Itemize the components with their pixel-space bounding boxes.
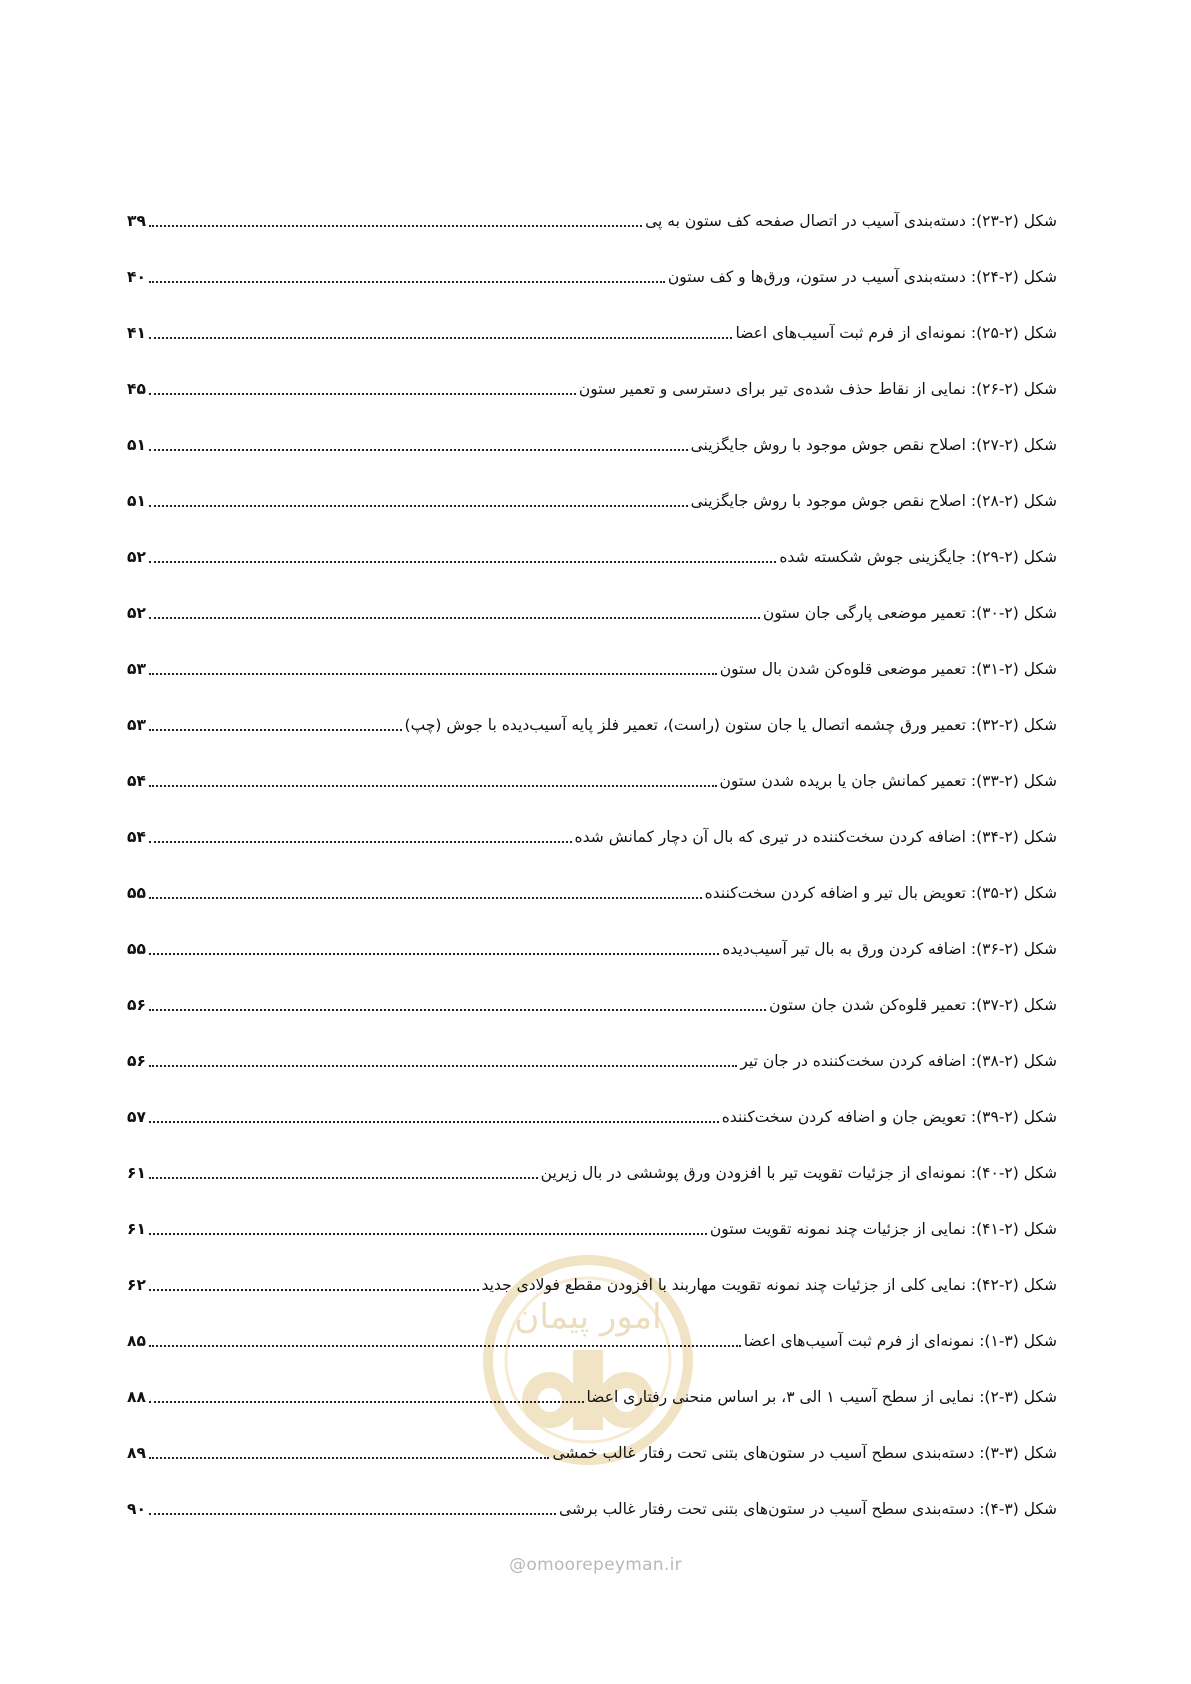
toc-entry[interactable] [127, 1217, 1057, 1273]
toc-entry-title: شکل (۲-۲۸): اصلاح نقص جوش موجود با روش جایگزینی [690, 492, 1057, 510]
toc-entry[interactable] [127, 1161, 1057, 1217]
toc-entry-page: ۵۳ [127, 716, 146, 734]
toc-entry-title: شکل (۲-۳۶): اضافه کردن ورق به بال تیر آسیب‌دیده [722, 940, 1057, 958]
toc-entry-page: ۴۵ [127, 380, 146, 398]
toc-leader-dots [149, 993, 766, 1011]
toc-entry-page: ۶۱ [127, 1164, 146, 1182]
toc-leader-dots [149, 545, 777, 563]
toc-entry-title: شکل (۲-۴۰): نمونه‌ای از جزئیات تقویت تیر با افزودن ورق پوششی در بال زیرین [540, 1164, 1057, 1182]
toc-entry[interactable] [127, 713, 1057, 769]
toc-entry-title: شکل (۲-۳۸): اضافه کردن سخت‌کننده در جان تیر [740, 1052, 1057, 1070]
toc-leader-dots [149, 321, 733, 339]
toc-entry-title: شکل (۳-۲): نمایی از سطح آسیب ۱ الی ۳، بر اساس منحنی رفتاری اعضا [586, 1388, 1057, 1406]
toc-entry[interactable] [127, 1105, 1057, 1161]
toc-entry-title: شکل (۲-۴۱): نمایی از جزئیات چند نمونه تقویت ستون [709, 1220, 1057, 1238]
toc-entry[interactable] [127, 601, 1057, 657]
toc-entry[interactable] [127, 881, 1057, 937]
toc-entry[interactable] [127, 825, 1057, 881]
toc-entry-page: ۴۱ [127, 324, 146, 342]
toc-entry-title: شکل (۳-۴): دسته‌بندی سطح آسیب در ستون‌های بتنی تحت رفتار غالب برشی [558, 1500, 1057, 1518]
toc-leader-dots [149, 1161, 538, 1179]
toc-leader-dots [149, 265, 665, 283]
toc-leader-dots [149, 881, 702, 899]
toc-leader-dots [149, 377, 576, 395]
figures-list [127, 209, 1057, 1553]
toc-entry-title: شکل (۲-۲۳): دسته‌بندی آسیب در اتصال صفحه کف ستون به پی [645, 212, 1057, 230]
toc-leader-dots [149, 1441, 550, 1459]
toc-entry-title: شکل (۲-۲۵): نمونه‌ای از فرم ثبت آسیب‌های اعضا [735, 324, 1057, 342]
toc-entry-page: ۵۱ [127, 492, 146, 510]
toc-leader-dots [149, 209, 642, 227]
toc-entry-title: شکل (۲-۲۶): نمایی از نقاط حذف شده‌ی تیر برای دسترسی و تعمیر ستون [578, 380, 1057, 398]
toc-entry-title: شکل (۲-۴۲): نمایی کلی از جزئیات چند نمونه تقویت مهاربند با افزودن مقطع فولادی جدید [481, 1276, 1057, 1294]
toc-entry-title: شکل (۲-۲۴): دسته‌بندی آسیب در ستون، ورق‌ها و کف ستون [667, 268, 1057, 286]
toc-entry[interactable] [127, 1273, 1057, 1329]
toc-leader-dots [149, 1105, 719, 1123]
toc-entry-page: ۸۹ [127, 1444, 146, 1462]
toc-entry[interactable] [127, 321, 1057, 377]
toc-entry-title: شکل (۲-۳۱): تعمیر موضعی قلوه‌کن شدن بال ستون [719, 660, 1057, 678]
toc-entry[interactable] [127, 993, 1057, 1049]
toc-leader-dots [149, 601, 760, 619]
toc-entry-page: ۵۶ [127, 996, 146, 1014]
toc-leader-dots [149, 1329, 741, 1347]
toc-entry[interactable] [127, 937, 1057, 993]
toc-entry-title: شکل (۲-۲۷): اصلاح نقص جوش موجود با روش جایگزینی [690, 436, 1057, 454]
toc-leader-dots [149, 1497, 556, 1515]
toc-entry[interactable] [127, 489, 1057, 545]
toc-leader-dots [149, 433, 688, 451]
toc-entry-title: شکل (۲-۳۲): تعمیر ورق چشمه اتصال یا جان ستون (راست)، تعمیر فلز پایه آسیب‌دیده با جوش (چپ) [404, 716, 1057, 734]
toc-entry[interactable] [127, 433, 1057, 489]
toc-entry[interactable] [127, 1497, 1057, 1553]
toc-entry-title: شکل (۳-۳): دسته‌بندی سطح آسیب در ستون‌های بتنی تحت رفتار غالب خمشی [552, 1444, 1057, 1462]
toc-entry[interactable] [127, 377, 1057, 433]
toc-entry-page: ۳۹ [127, 212, 146, 230]
toc-entry-page: ۵۴ [127, 828, 146, 846]
toc-entry-page: ۶۲ [127, 1276, 146, 1294]
toc-entry-page: ۴۰ [127, 268, 146, 286]
toc-entry-title: شکل (۲-۳۷): تعمیر قلوه‌کن شدن جان ستون [769, 996, 1057, 1014]
toc-entry[interactable] [127, 1385, 1057, 1441]
toc-entry-page: ۸۸ [127, 1388, 146, 1406]
toc-entry-page: ۹۰ [127, 1500, 146, 1518]
toc-entry-title: شکل (۳-۱): نمونه‌ای از فرم ثبت آسیب‌های اعضا [743, 1332, 1057, 1350]
toc-leader-dots [149, 769, 717, 787]
toc-entry-page: ۵۵ [127, 940, 146, 958]
toc-leader-dots [149, 937, 719, 955]
toc-entry-page: ۵۶ [127, 1052, 146, 1070]
toc-entry-page: ۶۱ [127, 1220, 146, 1238]
toc-leader-dots [149, 489, 688, 507]
toc-entry-title: شکل (۲-۳۵): تعویض بال تیر و اضافه کردن سخت‌کننده [704, 884, 1057, 902]
watermark-logo-text: امور پیمان [514, 1297, 662, 1337]
toc-entry-page: ۵۱ [127, 436, 146, 454]
toc-entry[interactable] [127, 769, 1057, 825]
toc-leader-dots [149, 713, 402, 731]
toc-entry[interactable] [127, 657, 1057, 713]
toc-entry-page: ۵۲ [127, 548, 146, 566]
toc-entry[interactable] [127, 265, 1057, 321]
toc-leader-dots [149, 1385, 584, 1403]
toc-entry[interactable] [127, 209, 1057, 265]
toc-leader-dots [149, 1049, 737, 1067]
toc-entry-title: شکل (۲-۲۹): جایگزینی جوش شکسته شده [779, 548, 1057, 566]
toc-entry-page: ۵۳ [127, 660, 146, 678]
toc-leader-dots [149, 1217, 707, 1235]
watermark-url: @omoorepeyman.ir [509, 1555, 682, 1575]
toc-entry[interactable] [127, 1329, 1057, 1385]
toc-entry-title: شکل (۲-۳۴): اضافه کردن سخت‌کننده در تیری که بال آن دچار کمانش شده [574, 828, 1057, 846]
toc-entry-page: ۵۷ [127, 1108, 146, 1126]
toc-entry-page: ۸۵ [127, 1332, 146, 1350]
toc-entry-title: شکل (۲-۳۳): تعمیر کمانش جان یا بریده شدن ستون [719, 772, 1057, 790]
toc-entry-title: شکل (۲-۳۰): تعمیر موضعی پارگی جان ستون [762, 604, 1057, 622]
toc-leader-dots [149, 1273, 479, 1291]
toc-entry-title: شکل (۲-۳۹): تعویض جان و اضافه کردن سخت‌کننده [721, 1108, 1057, 1126]
toc-entry-page: ۵۴ [127, 772, 146, 790]
toc-entry-page: ۵۵ [127, 884, 146, 902]
toc-leader-dots [149, 657, 717, 675]
toc-entry[interactable] [127, 545, 1057, 601]
toc-leader-dots [149, 825, 572, 843]
toc-entry-page: ۵۲ [127, 604, 146, 622]
toc-entry[interactable] [127, 1441, 1057, 1497]
toc-entry[interactable] [127, 1049, 1057, 1105]
